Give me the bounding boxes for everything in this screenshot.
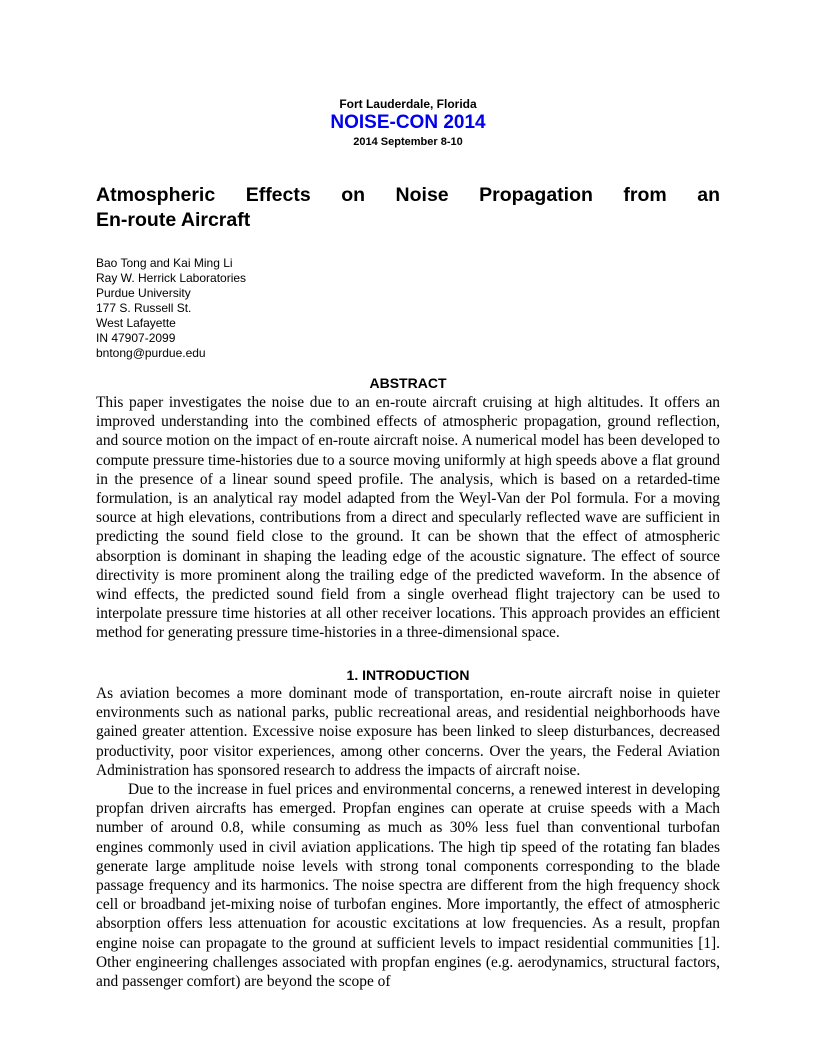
conference-name: NOISE-CON 2014 — [330, 112, 486, 133]
abstract-heading: ABSTRACT — [369, 375, 447, 391]
paper-title-line-1: Atmospheric Effects on Noise Propagation from an — [96, 184, 720, 206]
introduction-heading: 1. INTRODUCTION — [346, 667, 470, 683]
abstract-body — [96, 393, 720, 643]
author-city: West Lafayette — [96, 316, 176, 330]
author-university: Purdue University — [96, 286, 191, 300]
conference-location: Fort Lauderdale, Florida — [339, 97, 477, 111]
introduction-paragraph-1: As aviation becomes a more dominant mode of transportation, en-route aircraft noise in quieter environments such as national parks, public recreational areas, and residential neighborhoods have gained greater attention. Excessive noise exposure has been linked to sleep disturbances, decreased productivity, poor visitor experiences, among other concerns. Over the years, the Federal Aviation Administration has sponsored research to address the impacts of aircraft noise. — [96, 685, 720, 779]
introduction-body — [96, 684, 720, 991]
introduction-paragraph-2: Due to the increase in fuel prices and environmental concerns, a renewed interest in developing propfan driven aircrafts has emerged. Propfan engines can operate at cruise speeds with a Mach number of around 0.8, while consuming as much as 30% less fuel than conventional turbofan engines commonly used in civil aviation applications. The high tip speed of the rotating fan blades generate large amplitude noise levels with strong tonal components corresponding to the blade passage frequency and its harmonics. The noise spectra are different from the high frequency shock cell or broadband jet-mixing noise of turbofan engines. More importantly, the effect of atmospheric absorption offers less attenuation for acoustic excitations at low frequencies. As a result, propfan engine noise can propagate to the ground at sufficient levels to impact residential communities [1]. Other engineering challenges associated with propfan engines (e.g. aerodynamics, structural factors, and passenger comfort) are beyond the scope of — [96, 781, 720, 991]
conference-date: 2014 September 8-10 — [353, 136, 463, 148]
author-lab: Ray W. Herrick Laboratories — [96, 271, 247, 285]
abstract-paragraph: This paper investigates the noise due to an en-route aircraft cruising at high altitudes. It offers an improved understanding into the combined effects of atmospheric propagation, ground reflection, and source motion on the impact of en-route aircraft noise. A numerical model has been developed to compute pressure time-histories due to a source moving uniformly at high speeds above a flat ground in the presence of a linear sound speed profile. The analysis, which is based on a retarded-time formulation, is an analytical ray model adapted from the Weyl-Van der Pol formula. For a moving source at high elevations, contributions from a direct and specularly reflected wave are sufficient in predicting the sound field close to the ground. It can be shown that the effect of atmospheric absorption is dominant in shaping the leading edge of the acoustic signature. The effect of source directivity is more prominent along the trailing edge of the predicted waveform. In the absence of wind effects, the predicted sound field from a single overhead flight trajectory can be used to interpolate pressure time histories at all other receiver locations. This approach provides an efficient method for generating pressure time-histories in a three-dimensional space. — [96, 394, 720, 642]
author-street: 177 S. Russell St. — [96, 301, 192, 315]
author-block — [96, 256, 496, 361]
author-email[interactable]: bntong@purdue.edu — [96, 346, 206, 360]
author-names: Bao Tong and Kai Ming Li — [96, 256, 233, 270]
paper-title-line-2: En-route Aircraft — [96, 209, 251, 231]
author-zip: IN 47907-2099 — [96, 331, 176, 345]
paper-title — [96, 183, 720, 233]
